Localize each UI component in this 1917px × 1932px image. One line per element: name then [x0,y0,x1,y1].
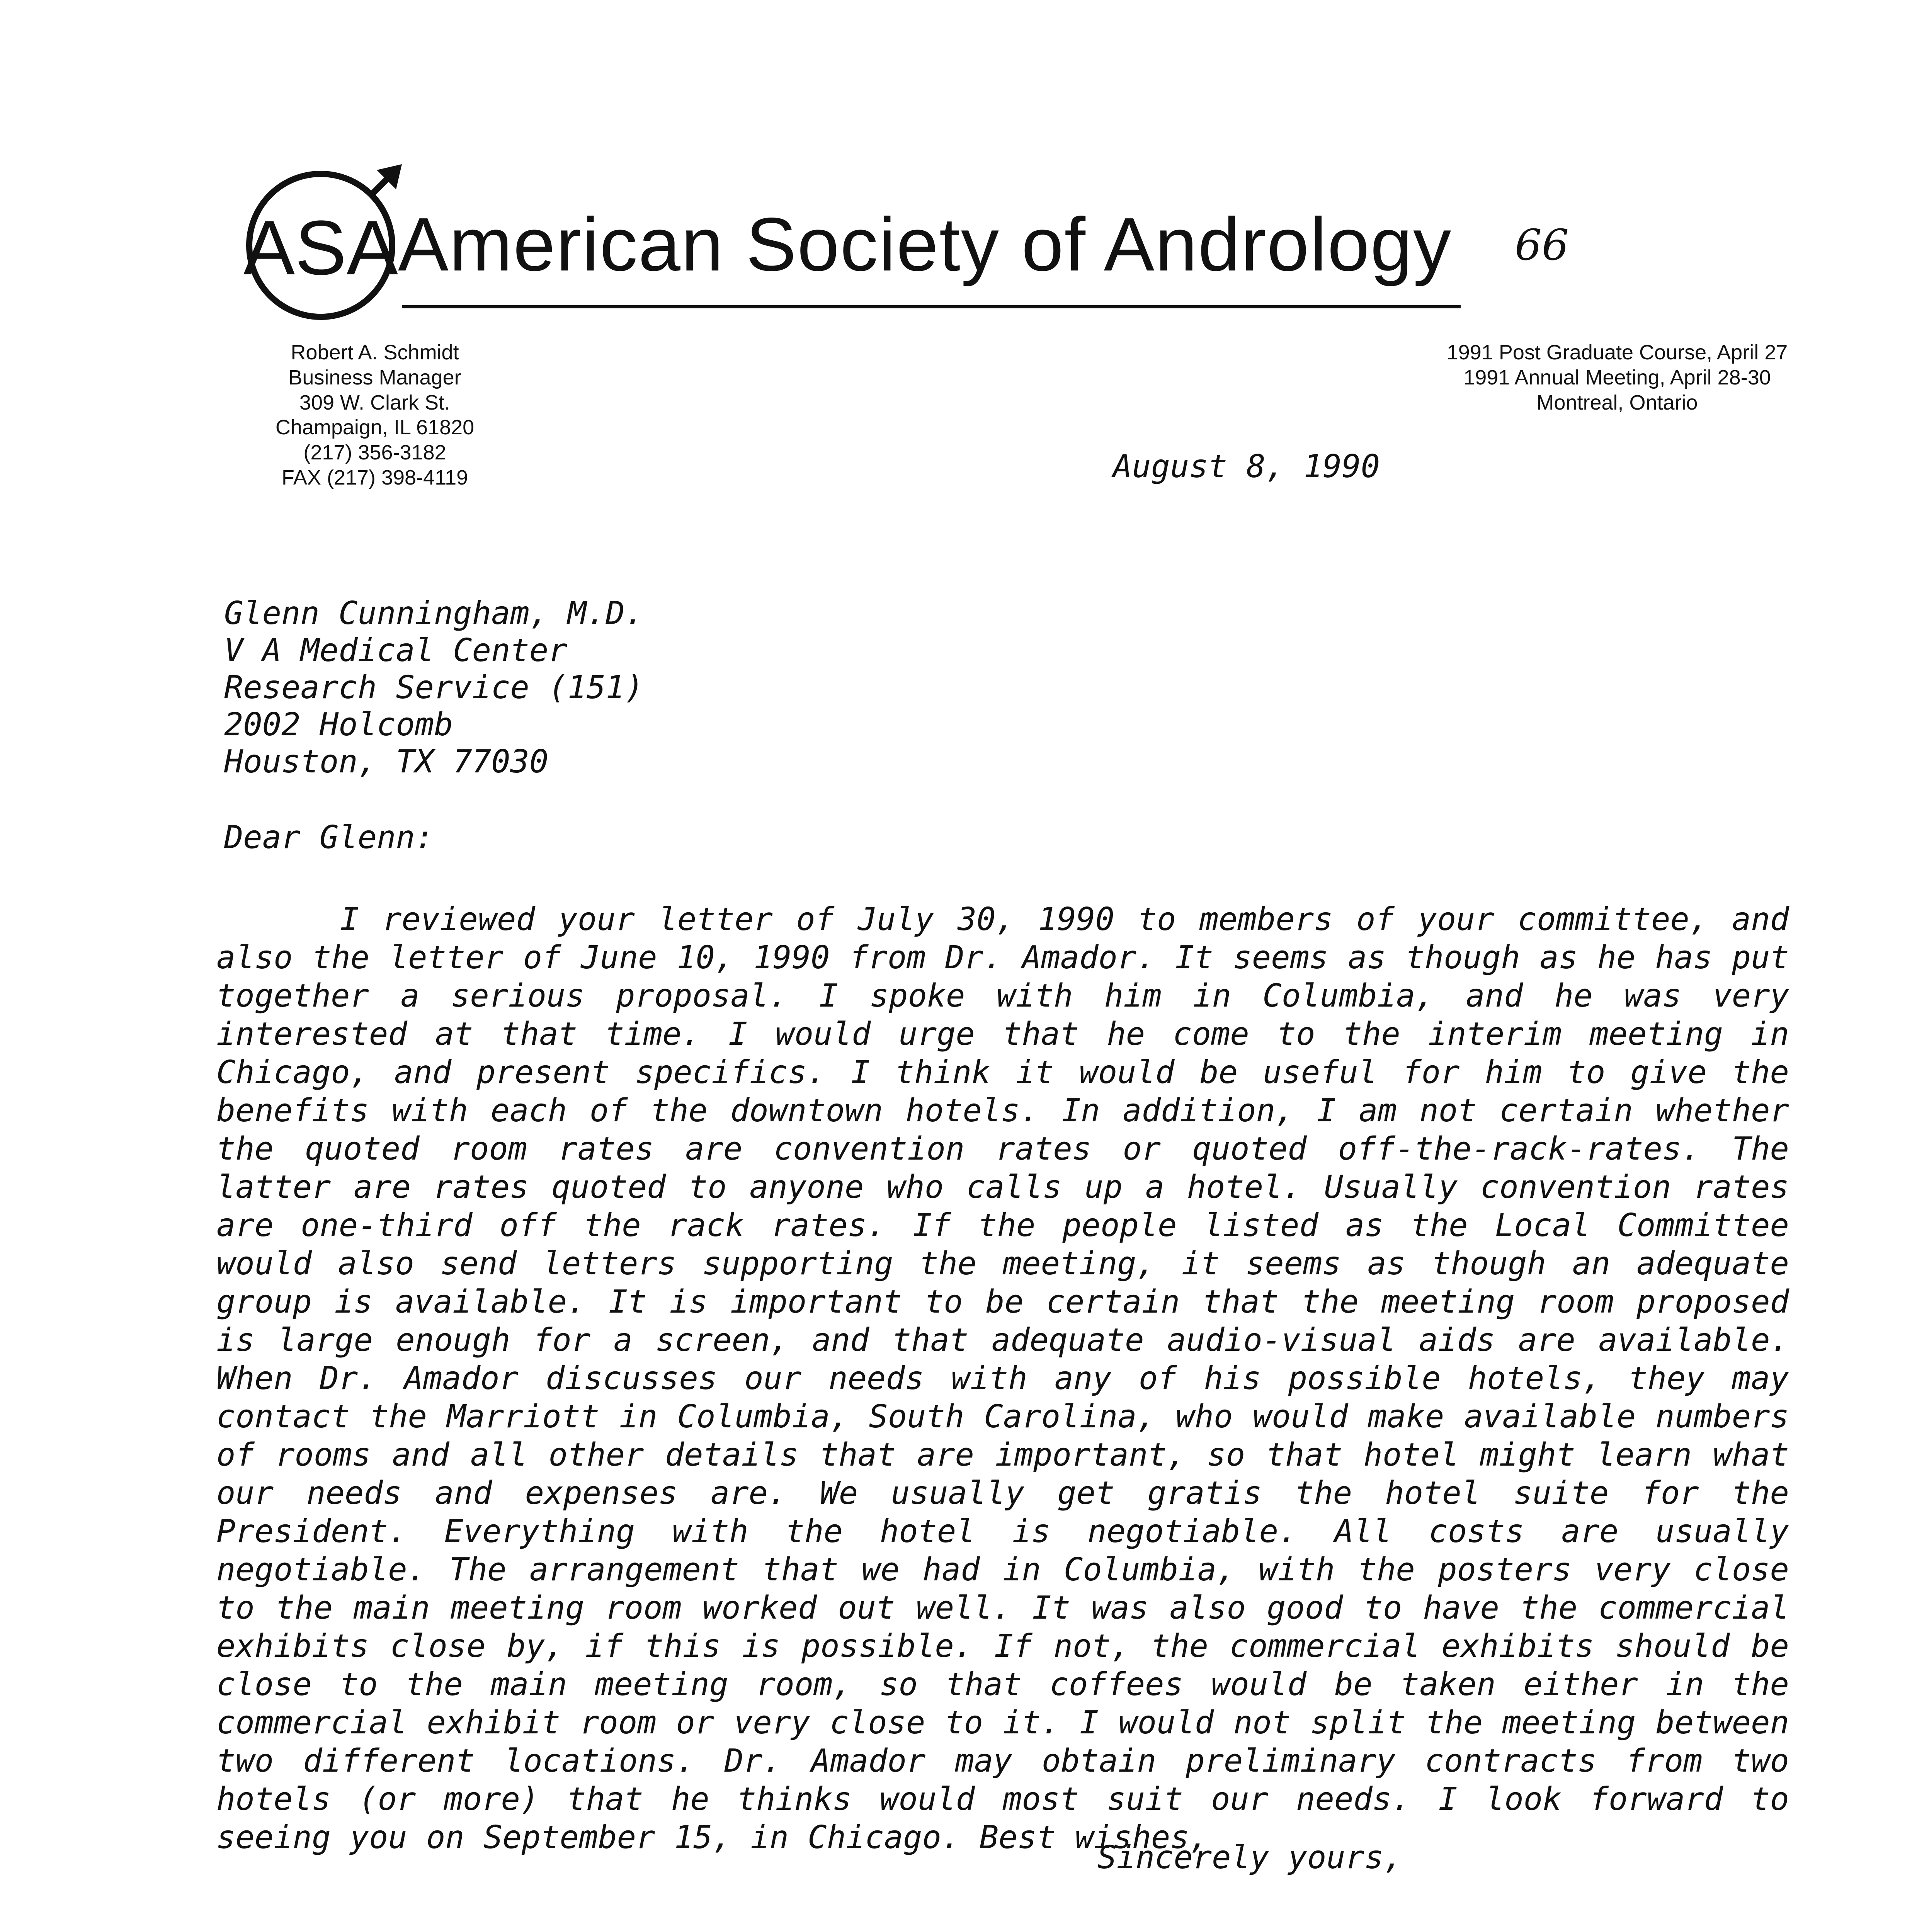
meeting-line: 1991 Annual Meeting, April 28-30 [1463,366,1771,389]
meeting-line: Montreal, Ontario [1536,391,1698,414]
body-text: I reviewed your letter of July 30, 1990 to members of your committee, and also the letter of June 10, 1990 from Dr. Amador. It seems as though as he has put together a serious proposal. I spoke with him in Columbia, and he was very interested at that time. I would urge that he come to the interim meeting in Chicago, and present specifics. I think it would be useful for him to give the benefits with each of the downtown hotels. In addition, I am not certain whether the quoted room rates are convention rates or quoted off-the-rack-rates. The latter are rates quoted to anyone who calls up a hotel. Usually convention rates are one-third off the rack rates. If the people listed as the Local Committee would also send letters supporting the meeting, it seems as though an adequate group is available. It is important to be certain that the meeting room proposed is large enough for a screen, and that adequate audio-visual aids are available. When Dr. Amador discusses our needs with any of his possible hotels, they may contact the Marriott in Columbia, South Carolina, who would make available numbers of rooms and all other details that are important, so that hotel might learn what our needs and expenses are. We usually get gratis the hotel suite for the President. Everything with the hotel is negotiable. All costs are usually negotiable. The arrangement that we had in Columbia, with the posters very close to the main meeting room worked out well. It was also good to have the commercial exhibits close by, if this is possible. If not, the commercial exhibits should be close to the main meeting room, so that coffees would be taken either in the commercial exhibit room or very close to it. I would not split the meeting between two different locations. Dr. Amador may obtain preliminary contracts from two hotels (or more) that he thinks would most suit our needs. I look forward to seeing you on September 15, in Chicago. Best wishes, [216,901,1789,1856]
header-rule [402,305,1461,308]
meeting-info [1364,340,1870,415]
office-line: Champaign, IL 61820 [275,416,475,439]
meeting-line: 1991 Post Graduate Course, April 27 [1446,341,1788,364]
salutation: Dear Glenn: [224,819,434,856]
address-line: Houston, TX 77030 [224,743,549,780]
office-line: Robert A. Schmidt [291,341,459,364]
logo-text: ASA [243,205,398,291]
address-line: V A Medical Center [224,632,568,669]
letter-date: August 8, 1990 [1113,448,1380,485]
handwritten-number: 66 [1515,220,1569,270]
address-line: Research Service (151) [224,669,644,706]
society-name: American Society of Andrology [398,202,1452,287]
office-line: FAX (217) 398-4119 [281,466,468,489]
business-office [205,340,545,490]
office-line: (217) 356-3182 [303,441,446,464]
closing: Sincerely yours, [1097,1839,1403,1876]
office-line: 309 W. Clark St. [299,391,451,414]
recipient-address [224,595,644,781]
asa-logo [243,162,406,325]
address-line: Glenn Cunningham, M.D. [224,595,644,632]
office-line: Business Manager [288,366,461,389]
address-line: 2002 Holcomb [224,706,453,743]
letter-body [216,900,1789,1857]
